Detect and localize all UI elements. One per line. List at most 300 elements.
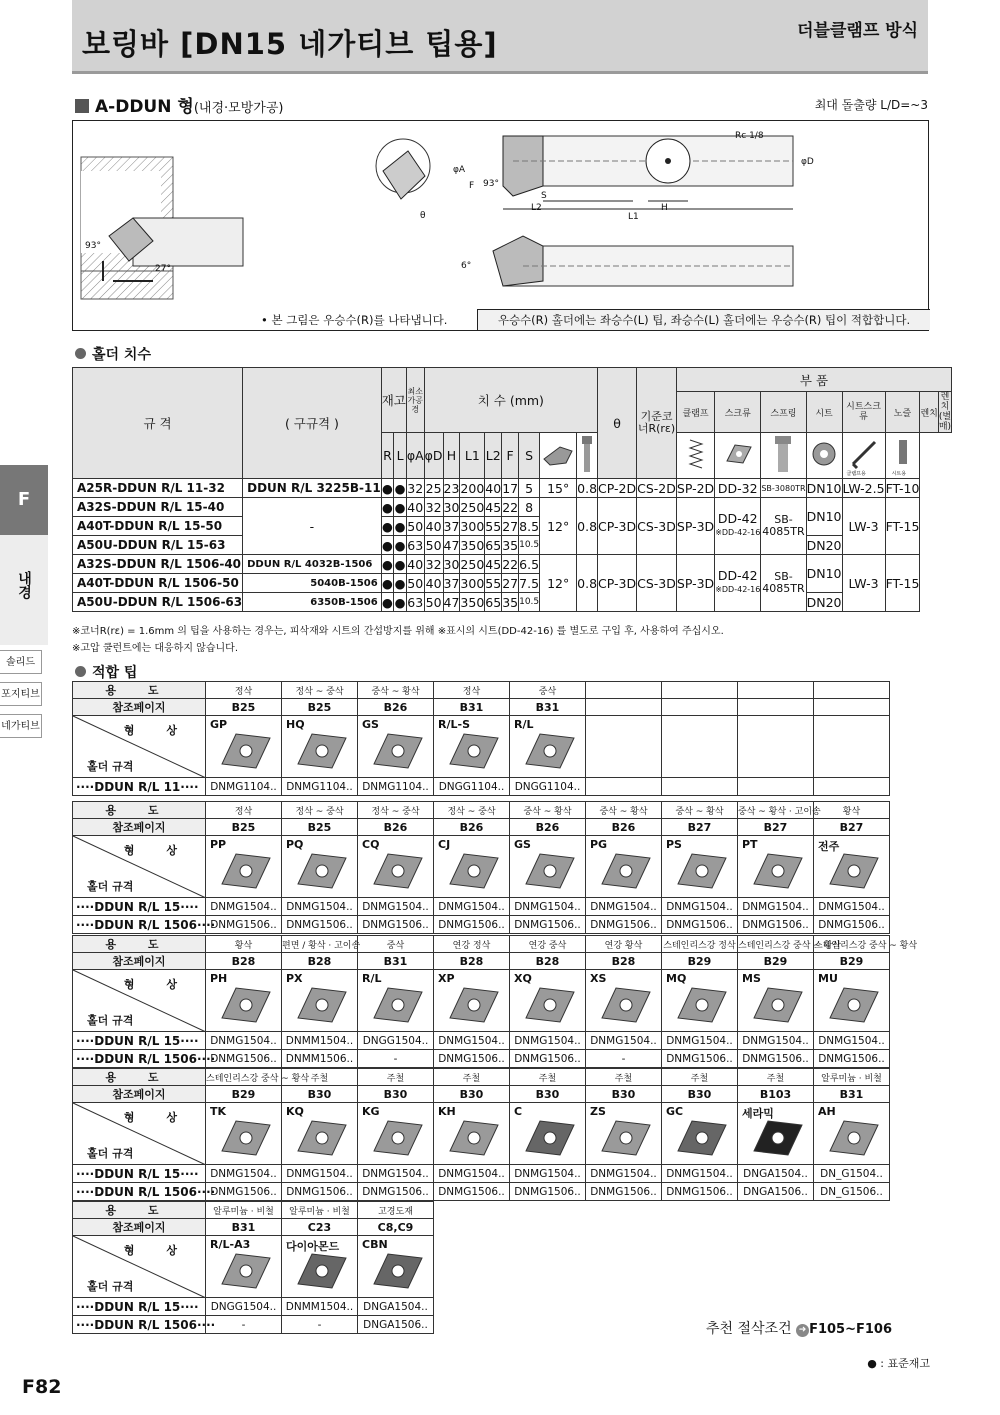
tip-shape xyxy=(586,970,662,1032)
tip-code: DNMG1506.. xyxy=(206,1183,282,1201)
tip-use: 중삭 xyxy=(358,936,434,953)
tip-code: DNGG1504.. xyxy=(206,1298,282,1316)
tip-use: 알루미늄 · 비철 xyxy=(206,1202,282,1219)
tip-shape xyxy=(510,970,586,1032)
angle-93-label: 93° xyxy=(85,241,101,251)
use-label: 용 도 xyxy=(73,936,206,953)
tip-ref: B31 xyxy=(814,1086,890,1103)
diamond-insert-icon xyxy=(296,848,348,894)
tip-shape-label: KG xyxy=(362,1105,380,1118)
tip-code: DNMG1506.. xyxy=(814,1050,890,1068)
tip-ref xyxy=(814,699,890,716)
tip-code: DNMG1506.. xyxy=(738,916,814,934)
diamond-insert-icon xyxy=(448,728,500,774)
tip-code: DNMG1506.. xyxy=(206,916,282,934)
tip-use: 스테인리스강 중삭 ~ 황삭 xyxy=(206,1069,282,1086)
tip-ref: B31 xyxy=(434,699,510,716)
tip-ref: B27 xyxy=(814,819,890,836)
tip-code: DNMG1506.. xyxy=(586,916,662,934)
diamond-insert-icon xyxy=(448,1115,500,1161)
tip-compat-note: 우승수(R) 홀더에는 좌승수(L) 팁, 좌승수(L) 홀더에는 우승수(R) 팁이 적합합니다. xyxy=(477,309,930,330)
diamond-insert-icon xyxy=(372,848,424,894)
tip-shape-label: MS xyxy=(742,972,761,985)
tip-code: DNMM1504.. xyxy=(282,1298,358,1316)
tip-ref: B25 xyxy=(282,819,358,836)
wrench-opt-icon: 시트용 xyxy=(885,433,920,479)
tip-shape xyxy=(206,1103,282,1165)
tip-code: DNMG1504.. xyxy=(358,898,434,916)
diamond-insert-icon xyxy=(220,982,272,1028)
diamond-insert-icon xyxy=(600,1115,652,1161)
tip-use: 정삭 ~ 중삭 xyxy=(282,682,358,699)
tip-code: DNGA1506.. xyxy=(358,1316,434,1334)
tip-code: DNMG1104.. xyxy=(358,778,434,796)
tip-code: DNGG1104.. xyxy=(510,778,586,796)
tip-shape-label: PT xyxy=(742,838,758,851)
tip-code: DNMG1506.. xyxy=(434,916,510,934)
tip-ref xyxy=(662,699,738,716)
ref-label: 참조페이지 xyxy=(73,953,206,970)
tip-use: 중삭 ~ 황삭 xyxy=(586,802,662,819)
tip-shape xyxy=(358,970,434,1032)
ref-label: 참조페이지 xyxy=(73,1219,206,1236)
diamond-insert-icon xyxy=(448,848,500,894)
tip-use: 황삭 xyxy=(814,802,890,819)
tip-use: 스테인리스강 중삭 ~ 황삭 xyxy=(814,936,890,953)
diamond-insert-icon xyxy=(372,1248,424,1294)
tip-use: 정삭 xyxy=(434,682,510,699)
tip-code: DNMG1506.. xyxy=(586,1183,662,1201)
tip-code: DNMG1504.. xyxy=(510,898,586,916)
tip-shape xyxy=(282,970,358,1032)
diamond-insert-icon xyxy=(296,1115,348,1161)
tip-code: DNMG1506.. xyxy=(510,916,586,934)
tip-shape xyxy=(434,970,510,1032)
diamond-insert-icon xyxy=(600,848,652,894)
holder-note-1: ※코너R(rε) = 1.6mm 의 팁을 사용하는 경우는, 피삭재와 시트의 간섭방지를 위해 ※표시의 시트(DD-42-16) 를 별도로 구입 후, 사용하여 주십시오. xyxy=(72,626,724,637)
clamp-icon xyxy=(540,433,577,479)
shape-holder-label: 형 상 홀더 규격 xyxy=(73,970,206,1032)
diamond-insert-icon xyxy=(828,848,880,894)
tip-code xyxy=(662,778,738,796)
tip-code: DNGG1104.. xyxy=(434,778,510,796)
use-label: 용 도 xyxy=(73,682,206,699)
tip-code: DNMG1506.. xyxy=(662,916,738,934)
holder-spec-4: A32S-DDUN R/L 1506-40 xyxy=(73,555,243,574)
dim-phiD-label: φD xyxy=(801,157,814,167)
shape-holder-label: 형 상 홀더 규격 xyxy=(73,836,206,898)
tip-shape xyxy=(206,970,282,1032)
tip-ref: B29 xyxy=(814,953,890,970)
tip-table-block2 xyxy=(72,801,890,934)
tip-use: 정삭 ~ 중삭 xyxy=(282,802,358,819)
tip-shape-label: PH xyxy=(210,972,228,985)
tip-shape-label: PS xyxy=(666,838,682,851)
tip-use: 중삭 ~ 황삭 xyxy=(662,802,738,819)
tip-shape xyxy=(358,1236,434,1298)
theta-label: θ xyxy=(420,211,426,221)
tip-shape xyxy=(662,716,738,778)
tip-code: DNGG1504.. xyxy=(358,1032,434,1050)
tip-use: 주철 xyxy=(738,1069,814,1086)
recommended-conditions[interactable]: 추천 절삭조건 ➜ F105~F106 xyxy=(706,1321,892,1337)
tip-use xyxy=(814,682,890,699)
tip-table-block5 xyxy=(72,1201,434,1334)
tip-code: DNMG1506.. xyxy=(510,1050,586,1068)
tip-code: DNMG1104.. xyxy=(282,778,358,796)
page-title: 보링바 [DN15 네가티브 팁용] xyxy=(82,27,498,61)
tip-ref: B28 xyxy=(510,953,586,970)
diamond-insert-icon xyxy=(220,848,272,894)
tip-shape-label: XS xyxy=(590,972,607,985)
tip-shape xyxy=(662,970,738,1032)
tip-shape-label: KQ xyxy=(286,1105,304,1118)
shape-holder-label: 형 상 홀더 규격 xyxy=(73,716,206,778)
tip-ref: B28 xyxy=(434,953,510,970)
tip-code: DNMG1504.. xyxy=(586,898,662,916)
tip-table-block4 xyxy=(72,1068,890,1201)
tip-code: DNMG1504.. xyxy=(358,1165,434,1183)
tip-use: 연강 정삭 xyxy=(434,936,510,953)
diamond-insert-icon xyxy=(296,982,348,1028)
tip-shape-label: 다이아몬드 xyxy=(286,1240,340,1253)
tip-shape xyxy=(738,1103,814,1165)
tip-code: DNGA1504.. xyxy=(358,1298,434,1316)
tip-code: DNMG1504.. xyxy=(510,1032,586,1050)
tips-heading: 적합 팁 xyxy=(75,662,137,682)
tip-code: DNMM1504.. xyxy=(282,1032,358,1050)
technical-drawing xyxy=(72,120,929,331)
tip-use: 연강 중삭 xyxy=(510,936,586,953)
tip-shape xyxy=(814,836,890,898)
tip-shape-label: GS xyxy=(362,718,379,731)
tip-ref: B31 xyxy=(358,953,434,970)
tip-ref: B31 xyxy=(510,699,586,716)
tip-use: 고경도재 xyxy=(358,1202,434,1219)
square-icon xyxy=(75,99,89,113)
tip-code: DNMG1504.. xyxy=(814,1032,890,1050)
tip-shape xyxy=(738,836,814,898)
tip-shape xyxy=(206,836,282,898)
dim-F-label: F xyxy=(469,181,475,191)
dim-L2-label: L2 xyxy=(531,203,542,213)
tip-use: 주철 xyxy=(358,1069,434,1086)
tip-code: DNMG1504.. xyxy=(206,1165,282,1183)
diamond-insert-icon xyxy=(220,1248,272,1294)
tip-code: DNMG1504.. xyxy=(662,898,738,916)
tip-shape-label: GC xyxy=(666,1105,684,1118)
tip-ref: B30 xyxy=(586,1086,662,1103)
tip-shape-label: C xyxy=(514,1105,523,1118)
diamond-insert-icon xyxy=(676,1115,728,1161)
tip-ref: B25 xyxy=(282,699,358,716)
tip-ref: C8,C9 xyxy=(358,1219,434,1236)
tip-code: DNMG1504.. xyxy=(510,1165,586,1183)
tip-shape xyxy=(358,1103,434,1165)
tip-code: DNMG1506.. xyxy=(510,1183,586,1201)
tip-shape xyxy=(586,1103,662,1165)
tip-code: DNMG1504.. xyxy=(282,1165,358,1183)
holder-spec: ····DDUN R/L 11···· xyxy=(73,778,206,796)
tip-ref xyxy=(586,699,662,716)
tip-ref: B30 xyxy=(662,1086,738,1103)
tip-shape xyxy=(510,716,586,778)
dim-S-label: S xyxy=(541,191,547,201)
tip-shape-label: MQ xyxy=(666,972,687,985)
col-old-label: ( 구규격 ) xyxy=(243,368,382,479)
tip-shape xyxy=(662,1103,738,1165)
tip-code: DNMG1504.. xyxy=(738,1032,814,1050)
part-wrench-opt: 렌치(별매) xyxy=(938,392,952,432)
part-seat: 시트 xyxy=(806,392,842,433)
shape-holder-label: 형 상 홀더 규격 xyxy=(73,1236,206,1298)
tip-use: 중삭 ~ 황삭 xyxy=(358,682,434,699)
tip-code: DN_G1504.. xyxy=(814,1165,890,1183)
spring-icon xyxy=(676,433,714,479)
tip-use: 스테인리스강 정삭 xyxy=(662,936,738,953)
tip-use: 주철 xyxy=(434,1069,510,1086)
tip-ref: B27 xyxy=(662,819,738,836)
stock-legend: ● : 표준재고 xyxy=(867,1357,930,1370)
tip-shape-label: 세라믹 xyxy=(742,1107,774,1120)
diamond-insert-icon xyxy=(828,982,880,1028)
holder-table-full: 규 격 ( 구규격 ) 재고 최소가공경 치 수 (mm) θ 기준코너R(rε) 부 품 클램프 스크류 스프링 시트 시트스크류 노즐 렌치 렌치(별매) R L φA φD H L1 L2 F S 클램프용 시트용 A25R-DDUN R/L 11-32 DDUN R/L 3225B-11 ● ● 32 25 23 200 40 17 5 15° 0.8 CP-2D CS-2D SP-2D DD-32 SB-3080TR DN10 LW-2.5 FT-10 A32S-DDUN R/L 15-40 - ● ● 40 32 30 250 45 22 8 12° 0.8 CP-3D CS-3D SP-3D DD-42 ※DD-42-16 SB-4085TR DN10 LW-3 FT-15 A40T-DDUN R/L 15-50 ● ● 50 40 37 300 55 27 8.5 A50U-DDUN R/L 15-63 ● ● 63 50 47 350 65 35 10.5 DN20 A32S-DDUN R/L 1506-40 DDUN R/L 4032B-1506 ● ● 40 32 30 250 45 22 6.5 12° 0.8 CP-3D CS-3D SP-3D DD-42 ※DD-42-16 SB-4085TR DN10 LW-3 FT-15 A40T-DDUN R/L 1506-50 5040B-1506 ● ● 50 40 37 300 55 27 7.5 A50U-DDUN R/L 1506-63 6350B-1506 ● ● 63 50 47 350 65 35 10.5 DN20 xyxy=(72,367,952,612)
side-item-positive[interactable]: 포지티브 xyxy=(0,682,42,706)
tip-shape-label: TK xyxy=(210,1105,227,1118)
tip-shape-label: PX xyxy=(286,972,303,985)
diamond-insert-icon xyxy=(524,982,576,1028)
holder-spec: ····DDUN R/L 15···· xyxy=(73,1165,206,1183)
clamp-type: 더블클램프 방식 xyxy=(797,21,918,41)
tip-code: - xyxy=(206,1316,282,1334)
tip-shape-label: PG xyxy=(590,838,608,851)
tip-code: DNMG1504.. xyxy=(662,1032,738,1050)
dim-phiA-label: φA xyxy=(453,165,466,175)
tip-ref: B30 xyxy=(510,1086,586,1103)
diamond-insert-icon xyxy=(372,982,424,1028)
tip-code: DNMG1504.. xyxy=(282,898,358,916)
tip-code: DNMG1506.. xyxy=(358,1183,434,1201)
tip-code xyxy=(586,778,662,796)
tip-ref: B28 xyxy=(586,953,662,970)
tip-code: DNMG1506.. xyxy=(434,1183,510,1201)
tip-code: DNMG1506.. xyxy=(206,1050,282,1068)
tip-code: DNMG1504.. xyxy=(738,898,814,916)
diamond-insert-icon xyxy=(372,728,424,774)
diamond-insert-icon xyxy=(296,1248,348,1294)
tip-use: 주철 xyxy=(586,1069,662,1086)
tip-code: DNMG1504.. xyxy=(814,898,890,916)
tip-ref: B26 xyxy=(510,819,586,836)
tip-code: DNMG1506.. xyxy=(738,1050,814,1068)
tip-shape xyxy=(358,716,434,778)
dim-H-label: H xyxy=(661,203,668,213)
tip-code: DNMG1504.. xyxy=(434,898,510,916)
tip-use: 주철 xyxy=(282,1069,358,1086)
holder-heading: 홀더 치수 xyxy=(75,344,151,364)
part-wrench: 렌치 xyxy=(920,392,938,433)
nozzle-icon xyxy=(806,433,842,479)
diamond-insert-icon xyxy=(296,728,348,774)
holder-spec: ····DDUN R/L 1506···· xyxy=(73,1050,206,1068)
tip-ref: B29 xyxy=(662,953,738,970)
tip-shape xyxy=(814,716,890,778)
tip-use xyxy=(586,682,662,699)
tip-shape-label: XP xyxy=(438,972,455,985)
tip-code xyxy=(738,778,814,796)
tip-ref: B30 xyxy=(434,1086,510,1103)
col-theta-label: θ xyxy=(598,368,637,479)
side-tab-section[interactable]: 내경 xyxy=(0,535,48,645)
seat-icon xyxy=(715,433,761,479)
tip-code: DNMG1504.. xyxy=(586,1165,662,1183)
tip-ref: B26 xyxy=(434,819,510,836)
tip-ref: B25 xyxy=(206,699,282,716)
tip-code: DNMG1506.. xyxy=(814,916,890,934)
tip-shape-label: R/L-A3 xyxy=(210,1238,251,1251)
tip-use: 중삭 xyxy=(510,682,586,699)
holder-note-2: ※고압 쿨런트에는 대응하지 않습니다. xyxy=(72,643,238,654)
tip-use xyxy=(662,682,738,699)
holder-spec: ····DDUN R/L 1506···· xyxy=(73,916,206,934)
diamond-insert-icon xyxy=(676,848,728,894)
diamond-insert-icon xyxy=(752,1115,804,1161)
tip-ref xyxy=(738,699,814,716)
tip-ref: B103 xyxy=(738,1086,814,1103)
side-tab-f[interactable]: F xyxy=(0,465,48,535)
diamond-insert-icon xyxy=(524,848,576,894)
holder-spec-3: A50U-DDUN R/L 15-63 xyxy=(73,536,243,555)
holder-spec: ····DDUN R/L 1506···· xyxy=(73,1183,206,1201)
diamond-insert-icon xyxy=(752,848,804,894)
diamond-insert-icon xyxy=(676,982,728,1028)
tip-use: 정삭 ~ 중삭 xyxy=(358,802,434,819)
tip-shape-label: PP xyxy=(210,838,227,851)
tip-ref: C23 xyxy=(282,1219,358,1236)
holder-spec-1: A32S-DDUN R/L 15-40 xyxy=(73,498,243,517)
tip-shape xyxy=(434,716,510,778)
tip-code: DNMG1506.. xyxy=(358,916,434,934)
tip-shape xyxy=(282,716,358,778)
tip-use: 정삭 ~ 중삭 xyxy=(434,802,510,819)
tip-shape xyxy=(206,716,282,778)
tip-shape xyxy=(586,836,662,898)
tip-code: DNMG1506.. xyxy=(662,1050,738,1068)
tip-code: DNMG1504.. xyxy=(434,1165,510,1183)
bullet-icon xyxy=(75,348,86,359)
header-bar xyxy=(72,0,928,74)
wrench-icon: 클램프용 xyxy=(842,433,885,479)
tip-shape xyxy=(586,716,662,778)
tip-use: 연강 황삭 xyxy=(586,936,662,953)
drawing-svg xyxy=(73,121,930,332)
tip-ref: B27 xyxy=(738,819,814,836)
holder-spec: ····DDUN R/L 15···· xyxy=(73,898,206,916)
tip-ref: B26 xyxy=(586,819,662,836)
tip-shape-label: GS xyxy=(514,838,531,851)
ref-label: 참조페이지 xyxy=(73,1086,206,1103)
tip-shape-label: R/L xyxy=(514,718,534,731)
diamond-insert-icon xyxy=(372,1115,424,1161)
max-ld: 최대 돌출량 L/D=~3 xyxy=(814,98,928,112)
seat-screw-icon xyxy=(761,433,806,479)
screw-icon xyxy=(577,433,598,479)
side-item-negative[interactable]: 네가티브 xyxy=(0,714,42,738)
tip-code: - xyxy=(586,1050,662,1068)
angle-27-label: 27° xyxy=(155,264,171,274)
holder-spec-5: A40T-DDUN R/L 1506-50 xyxy=(73,574,243,593)
col-stock-label: 재고 xyxy=(381,368,406,433)
tip-shape xyxy=(814,970,890,1032)
tip-code: DNMG1506.. xyxy=(282,916,358,934)
tip-use: 주철 xyxy=(510,1069,586,1086)
diamond-insert-icon xyxy=(524,1115,576,1161)
tip-ref: B30 xyxy=(358,1086,434,1103)
tip-code: DNMM1506.. xyxy=(282,1050,358,1068)
tip-shape xyxy=(282,836,358,898)
tip-shape xyxy=(814,1103,890,1165)
part-seat-screw: 시트스크류 xyxy=(842,392,885,433)
tip-shape-label: ZS xyxy=(590,1105,606,1118)
tip-shape xyxy=(510,1103,586,1165)
col-min-label: 최소가공경 xyxy=(406,368,424,433)
tip-table-block3 xyxy=(72,935,918,1068)
tip-ref: B26 xyxy=(358,819,434,836)
tip-use: 중삭 ~ 황삭 · 고이송 xyxy=(738,802,814,819)
col-basis-label: 기준코너R(rε) xyxy=(637,368,677,479)
tip-code: DNMG1504.. xyxy=(586,1032,662,1050)
tip-code: DNMG1504.. xyxy=(206,898,282,916)
side-item-solid[interactable]: 솔리드 xyxy=(0,650,42,674)
tip-ref: B29 xyxy=(206,1086,282,1103)
tip-code: DNMG1504.. xyxy=(662,1165,738,1183)
diamond-insert-icon xyxy=(828,1115,880,1161)
diamond-insert-icon xyxy=(752,982,804,1028)
tip-shape-label: CQ xyxy=(362,838,380,851)
bullet-icon xyxy=(75,666,86,677)
tip-shape xyxy=(434,836,510,898)
tip-code: DNMG1506.. xyxy=(662,1183,738,1201)
tip-shape-label: HQ xyxy=(286,718,305,731)
tip-code: DNMG1506.. xyxy=(282,1183,358,1201)
diamond-insert-icon xyxy=(600,982,652,1028)
holder-spec-6: A50U-DDUN R/L 1506-63 xyxy=(73,593,243,612)
tip-shape xyxy=(738,970,814,1032)
tip-ref: B25 xyxy=(206,819,282,836)
tip-shape-label: KH xyxy=(438,1105,456,1118)
tip-code: DNGA1506.. xyxy=(738,1183,814,1201)
tip-shape-label: 전주 xyxy=(818,840,840,853)
tip-shape xyxy=(282,1103,358,1165)
tip-code: DN_G1506.. xyxy=(814,1183,890,1201)
diamond-insert-icon xyxy=(524,728,576,774)
use-label: 용 도 xyxy=(73,1069,206,1086)
tip-shape xyxy=(282,1236,358,1298)
tip-shape-label: CBN xyxy=(362,1238,388,1251)
tip-shape-label: PQ xyxy=(286,838,304,851)
drawing-note: • 본 그림은 우승수(R)를 나타냅니다. xyxy=(261,313,448,327)
tip-shape-label: AH xyxy=(818,1105,836,1118)
tip-shape xyxy=(358,836,434,898)
col-spec-label: 규 격 xyxy=(73,368,243,479)
holder-spec-2: A40T-DDUN R/L 15-50 xyxy=(73,517,243,536)
tip-ref: B28 xyxy=(282,953,358,970)
tip-ref: B29 xyxy=(738,953,814,970)
holder-spec: ····DDUN R/L 15···· xyxy=(73,1298,206,1316)
angle-6-label: 6° xyxy=(461,261,472,271)
tip-use xyxy=(738,682,814,699)
tip-use: 정삭 xyxy=(206,802,282,819)
